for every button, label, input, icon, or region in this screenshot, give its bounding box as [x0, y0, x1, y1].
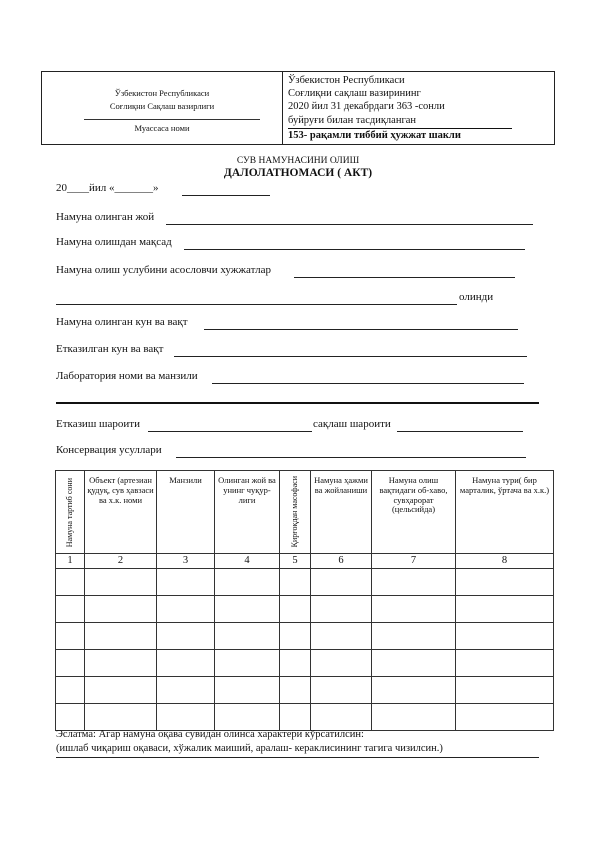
table-cell[interactable]: [56, 704, 85, 731]
table-cell[interactable]: [85, 623, 157, 650]
table-cell[interactable]: [311, 704, 372, 731]
table-cell[interactable]: [280, 569, 311, 596]
table-cell[interactable]: [215, 704, 280, 731]
table-cell[interactable]: [157, 596, 215, 623]
table-cell[interactable]: [456, 650, 554, 677]
sample-place-field[interactable]: [166, 224, 533, 225]
laboratory-label: Лаборатория номи ва манзили: [56, 370, 198, 382]
col-number: 2: [85, 554, 157, 569]
table-cell[interactable]: [311, 650, 372, 677]
samples-table: [55, 470, 554, 731]
table-cell[interactable]: [311, 596, 372, 623]
document-subtitle: СУВ НАМУНАСИНИ ОЛИШ: [236, 156, 360, 166]
col-number: 7: [372, 554, 456, 569]
table-cell[interactable]: [157, 569, 215, 596]
table-header-row: [56, 471, 554, 554]
table-cell[interactable]: [280, 704, 311, 731]
table-cell[interactable]: [311, 677, 372, 704]
table-cell[interactable]: [280, 650, 311, 677]
table-cell[interactable]: [56, 677, 85, 704]
institution-country: Ўзбекистон Республикаси: [114, 88, 210, 98]
approval-line-3: 2020 йил 31 декабрдаги 363 -сонли: [288, 101, 445, 112]
table-cell[interactable]: [280, 677, 311, 704]
col-number: 6: [311, 554, 372, 569]
table-cell[interactable]: [372, 596, 456, 623]
table-row[interactable]: [56, 596, 554, 623]
table-cell[interactable]: [215, 650, 280, 677]
col-header-address: Манзили: [157, 471, 215, 554]
laboratory-field[interactable]: [212, 383, 524, 384]
table-cell[interactable]: [456, 623, 554, 650]
documents-continuation-field[interactable]: [56, 304, 457, 305]
table-row[interactable]: [56, 569, 554, 596]
col-header-location-depth: Олинган жой ва унинг чуқур-лиги: [215, 471, 280, 554]
table-cell[interactable]: [215, 596, 280, 623]
table-cell[interactable]: [280, 623, 311, 650]
table-cell[interactable]: [85, 596, 157, 623]
table-cell[interactable]: [215, 569, 280, 596]
table-cell[interactable]: [85, 704, 157, 731]
table-row[interactable]: [56, 650, 554, 677]
table-cell[interactable]: [215, 623, 280, 650]
documents-field[interactable]: [294, 277, 515, 278]
conservation-field[interactable]: [176, 457, 526, 458]
col-number: 8: [456, 554, 554, 569]
taken-label: олинди: [459, 291, 494, 303]
table-cell[interactable]: [456, 704, 554, 731]
footer-underline: [56, 757, 539, 758]
institution-name-line[interactable]: [84, 119, 260, 120]
delivery-conditions-label: Етказиш шароити: [56, 418, 140, 430]
table-cell[interactable]: [157, 623, 215, 650]
col-header-weather: Намуна олиш вақтидаги об-хаво, сувҳарорат (цельсийда): [372, 471, 456, 554]
table-cell[interactable]: [456, 569, 554, 596]
approval-line-2: Соғлиқни сақлаш вазирининг: [288, 88, 421, 99]
table-cell[interactable]: [372, 569, 456, 596]
table-cell[interactable]: [56, 596, 85, 623]
table-cell[interactable]: [85, 569, 157, 596]
approval-line-1: Ўзбекистон Республикаси: [288, 75, 405, 86]
table-cell[interactable]: [56, 623, 85, 650]
table-cell[interactable]: [372, 650, 456, 677]
documents-label: Намуна олиш услубини асословчи хужжатлар: [56, 264, 271, 276]
table-cell[interactable]: [280, 596, 311, 623]
institution-ministry: Соғлиқни Сақлаш вазирлиги: [109, 101, 215, 111]
approval-underline: [288, 128, 512, 129]
table-cell[interactable]: [215, 677, 280, 704]
purpose-label: Намуна олишдан мақсад: [56, 236, 172, 248]
col-header-volume: Намуна ҳажми ва жойланиши: [311, 471, 372, 554]
datetime-delivered-field[interactable]: [174, 356, 527, 357]
table-cell[interactable]: [157, 650, 215, 677]
table-row[interactable]: [56, 677, 554, 704]
table-cell[interactable]: [372, 677, 456, 704]
col-number: 1: [56, 554, 85, 569]
table-cell[interactable]: [372, 623, 456, 650]
approval-block: [283, 72, 554, 144]
table-cell[interactable]: [56, 569, 85, 596]
col-number: 5: [280, 554, 311, 569]
datetime-taken-label: Намуна олинган кун ва вақт: [56, 316, 188, 328]
table-cell[interactable]: [56, 650, 85, 677]
header-box: [41, 71, 555, 145]
datetime-delivered-label: Етказилган кун ва вақт: [56, 343, 164, 355]
col-number: 4: [215, 554, 280, 569]
approval-line-4: буйруғи билан тасдиқланган: [288, 115, 417, 126]
table-cell[interactable]: [456, 596, 554, 623]
col-header-sample-type: Намуна тури( бир марталик, ўртача ва х.к.): [456, 471, 554, 554]
table-cell[interactable]: [311, 623, 372, 650]
delivery-conditions-field[interactable]: [148, 431, 312, 432]
institution-block: [42, 72, 283, 144]
table-cell[interactable]: [456, 677, 554, 704]
laboratory-continuation-field[interactable]: [56, 402, 539, 404]
col-number: 3: [157, 554, 215, 569]
storage-conditions-label: сақлаш шароити: [313, 418, 391, 430]
conservation-label: Консервация усуллари: [56, 444, 162, 456]
date-label: 20____йил «_______»: [56, 182, 159, 194]
table-number-row: [56, 554, 554, 569]
col-header-object: Объект (артезиан қудуқ, сув ҳавзаси ва х.к. номи: [85, 471, 157, 554]
sample-place-label: Намуна олинган жой: [56, 211, 155, 223]
form-number: 153- рақамли тиббий ҳужжат шакли: [288, 130, 461, 141]
table-row[interactable]: [56, 623, 554, 650]
table-cell[interactable]: [85, 677, 157, 704]
table-cell[interactable]: [157, 677, 215, 704]
footer-note: Эслатма: Агар намуна оқава сувидан олинса характери кўрсатилсин:: [56, 729, 364, 740]
datetime-taken-field[interactable]: [204, 329, 518, 330]
institution-name-label: Муассаса номи: [134, 123, 190, 133]
table-cell[interactable]: [311, 569, 372, 596]
col-header-number: Намуна тартиб сони: [56, 471, 85, 554]
footer-note-detail: (ишлаб чиқариш оқаваси, хўжалик маиший, аралаш- кераклисининг тагига чизилсин.): [56, 743, 443, 754]
table-cell[interactable]: [85, 650, 157, 677]
purpose-field[interactable]: [184, 249, 525, 250]
date-year-field[interactable]: [182, 195, 270, 196]
col-header-shore-distance: Қирғоқдан масофаси: [280, 471, 311, 554]
document-title: ДАЛОЛАТНОМАСИ ( АКТ): [223, 167, 373, 179]
table-row[interactable]: [56, 704, 554, 731]
table-cell[interactable]: [157, 704, 215, 731]
table-cell[interactable]: [372, 704, 456, 731]
storage-conditions-field[interactable]: [397, 431, 523, 432]
